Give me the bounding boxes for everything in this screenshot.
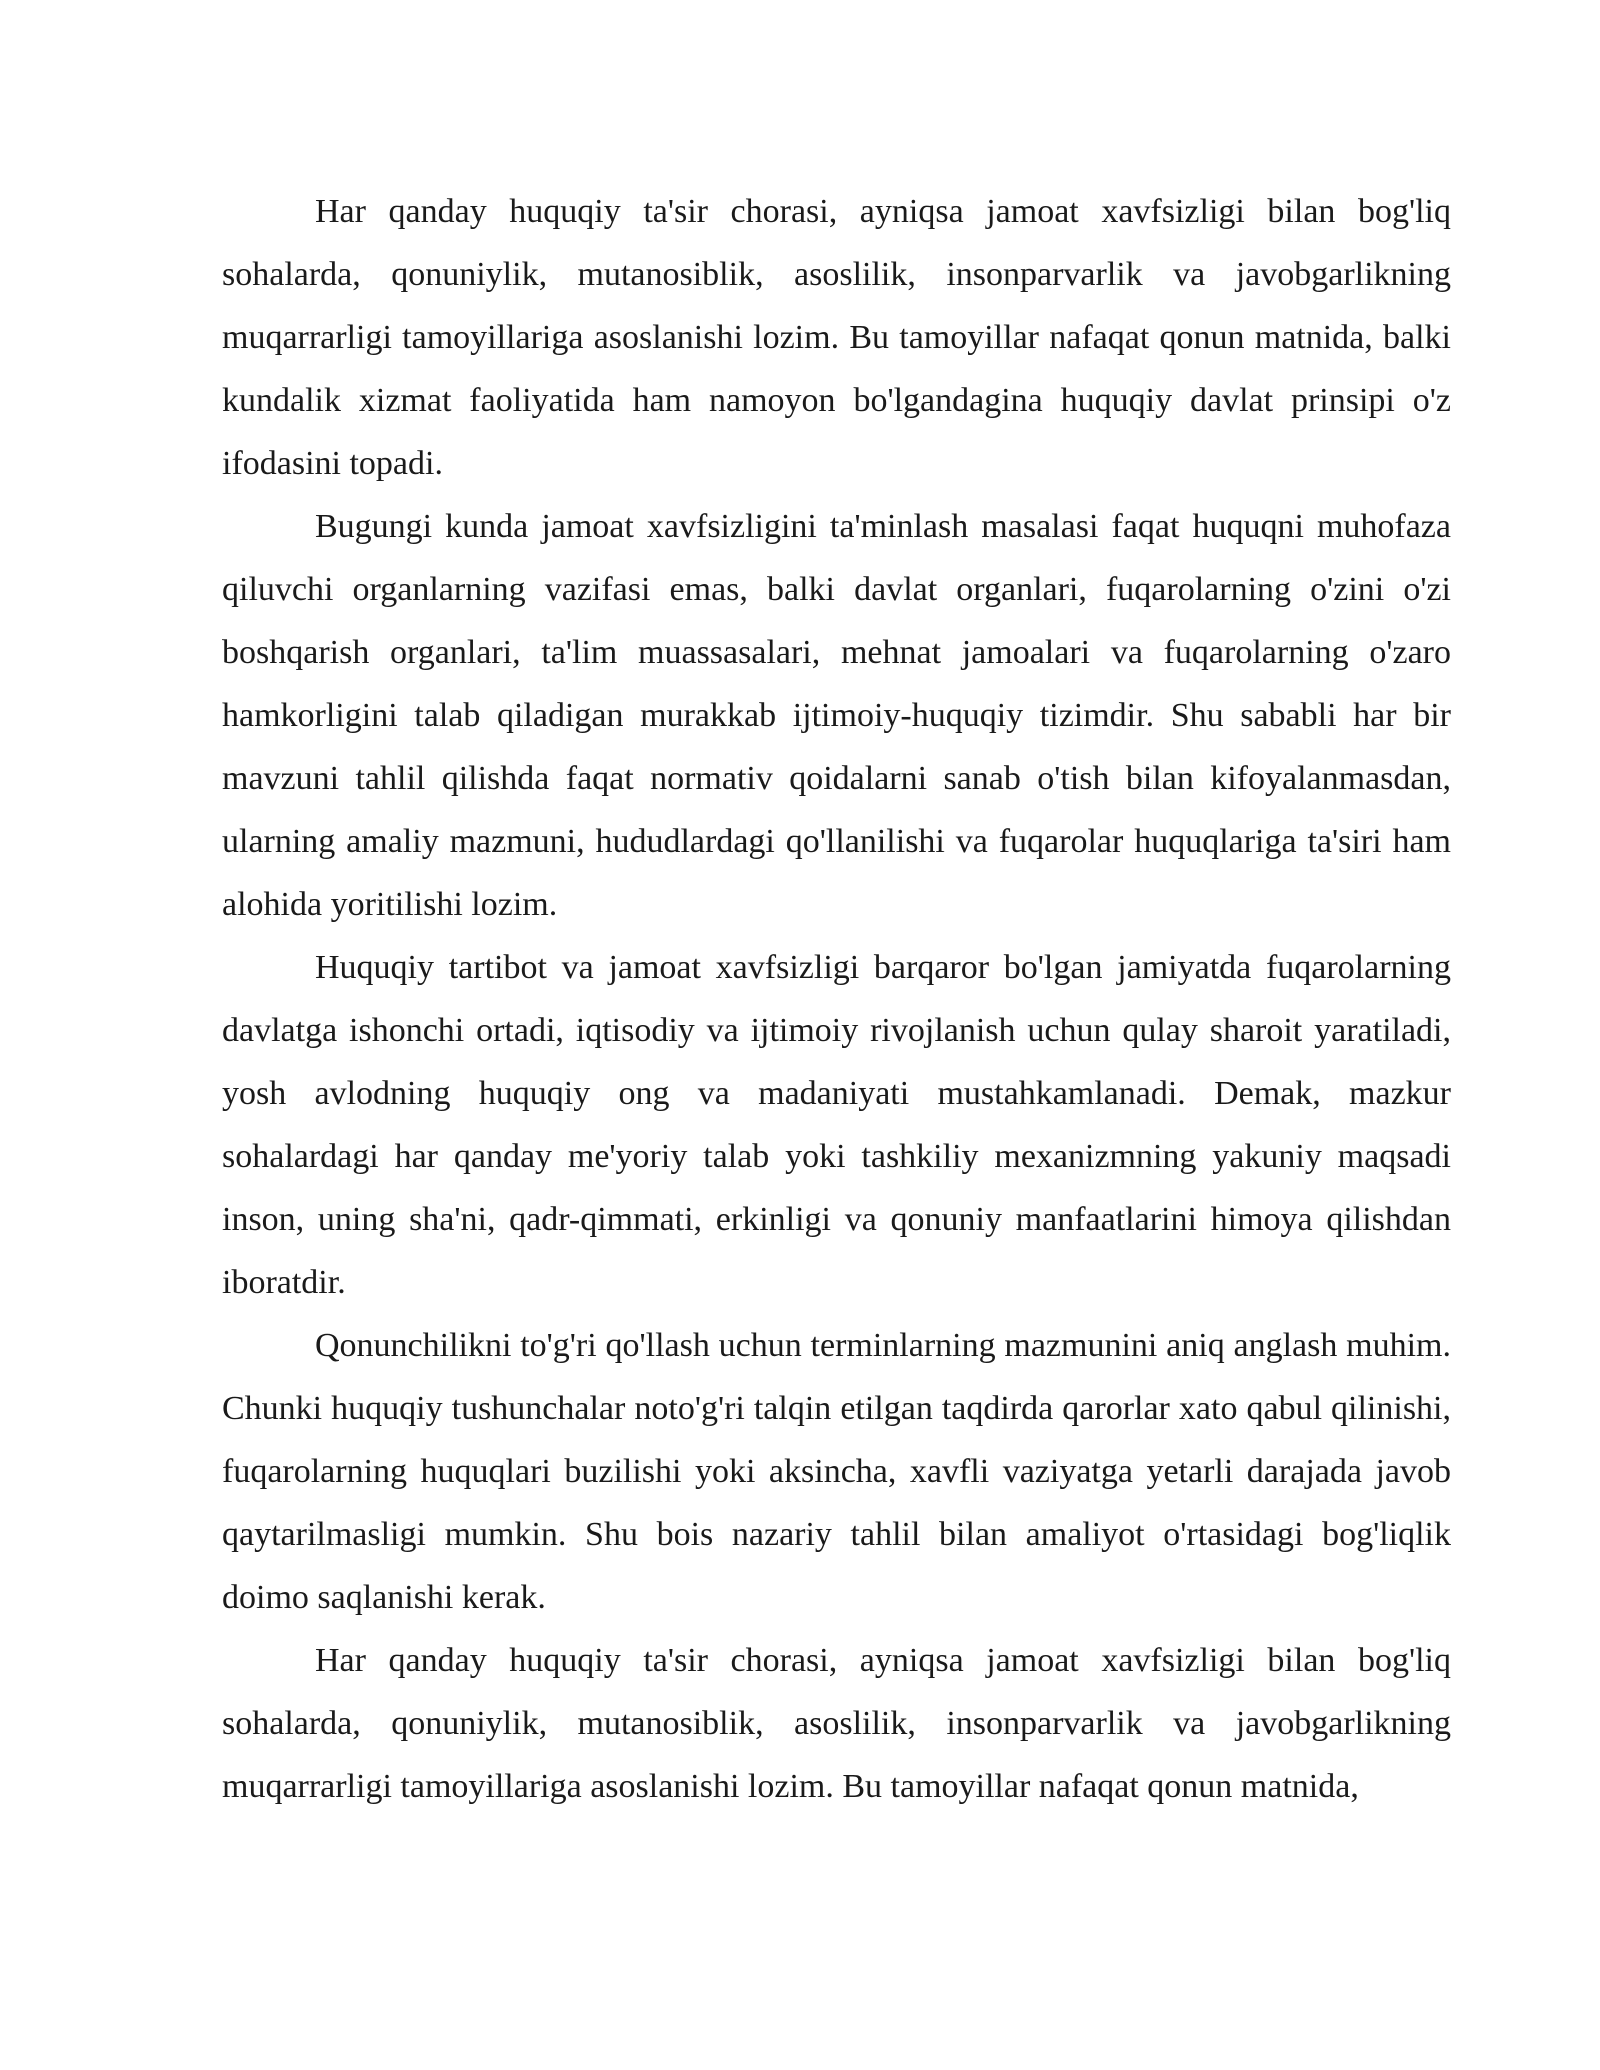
paragraph: Har qanday huquqiy ta'sir chorasi, ayniqsa jamoat xavfsizligi bilan bog'liq sohalarda, qonuniylik, mutanosiblik, asoslilik, insonparvarlik va javobgarlikning muqarrarligi tamoyillariga asoslanishi lozim. Bu tamoyillar nafaqat qonun matnida, balki kundalik xizmat faoliyatida ham namoyon bo'lgandagina huquqiy davlat prinsipi o'z ifodasini topadi. [222, 193, 1451, 482]
paragraph: Bugungi kunda jamoat xavfsizligini ta'minlash masalasi faqat huquqni muhofaza qiluvchi organlarning vazifasi emas, balki davlat organlari, fuqarolarning o'zini o'zi boshqarish organlari, ta'lim muassasalari, mehnat jamoalari va fuqarolarning o'zaro hamkorligini talab qiladigan murakkab ijtimoiy-huquqiy tizimdir. Shu sababli har bir mavzuni tahlil qilishda faqat normativ qoidalarni sanab o'tish bilan kifoyalanmasdan, ularning amaliy mazmuni, hududlardagi qo'llanilishi va fuqarolar huquqlariga ta'siri ham alohida yoritilishi lozim. [222, 508, 1451, 923]
paragraph: Qonunchilikni to'g'ri qo'llash uchun terminlarning mazmunini aniq anglash muhim. Chunki huquqiy tushunchalar noto'g'ri talqin etilgan taqdirda qarorlar xato qabul qilinishi, fuqarolarning huquqlari buzilishi yoki aksincha, xavfli vaziyatga yetarli darajada javob qaytarilmasligi mumkin. Shu bois nazariy tahlil bilan amaliyot o'rtasidagi bog'liqlik doimo saqlanishi kerak. [222, 1327, 1451, 1616]
body-text [222, 180, 1451, 1818]
paragraph: Har qanday huquqiy ta'sir chorasi, ayniqsa jamoat xavfsizligi bilan bog'liq sohalarda, qonuniylik, mutanosiblik, asoslilik, insonparvarlik va javobgarlikning muqarrarligi tamoyillariga asoslanishi lozim. Bu tamoyillar nafaqat qonun matnida, [222, 1642, 1451, 1805]
paragraph: Huquqiy tartibot va jamoat xavfsizligi barqaror bo'lgan jamiyatda fuqarolarning davlatga ishonchi ortadi, iqtisodiy va ijtimoiy rivojlanish uchun qulay sharoit yaratiladi, yosh avlodning huquqiy ong va madaniyati mustahkamlanadi. Demak, mazkur sohalardagi har qanday me'yoriy talab yoki tashkiliy mexanizmning yakuniy maqsadi inson, uning sha'ni, qadr-qimmati, erkinligi va qonuniy manfaatlarini himoya qilishdan iboratdir. [222, 949, 1451, 1301]
